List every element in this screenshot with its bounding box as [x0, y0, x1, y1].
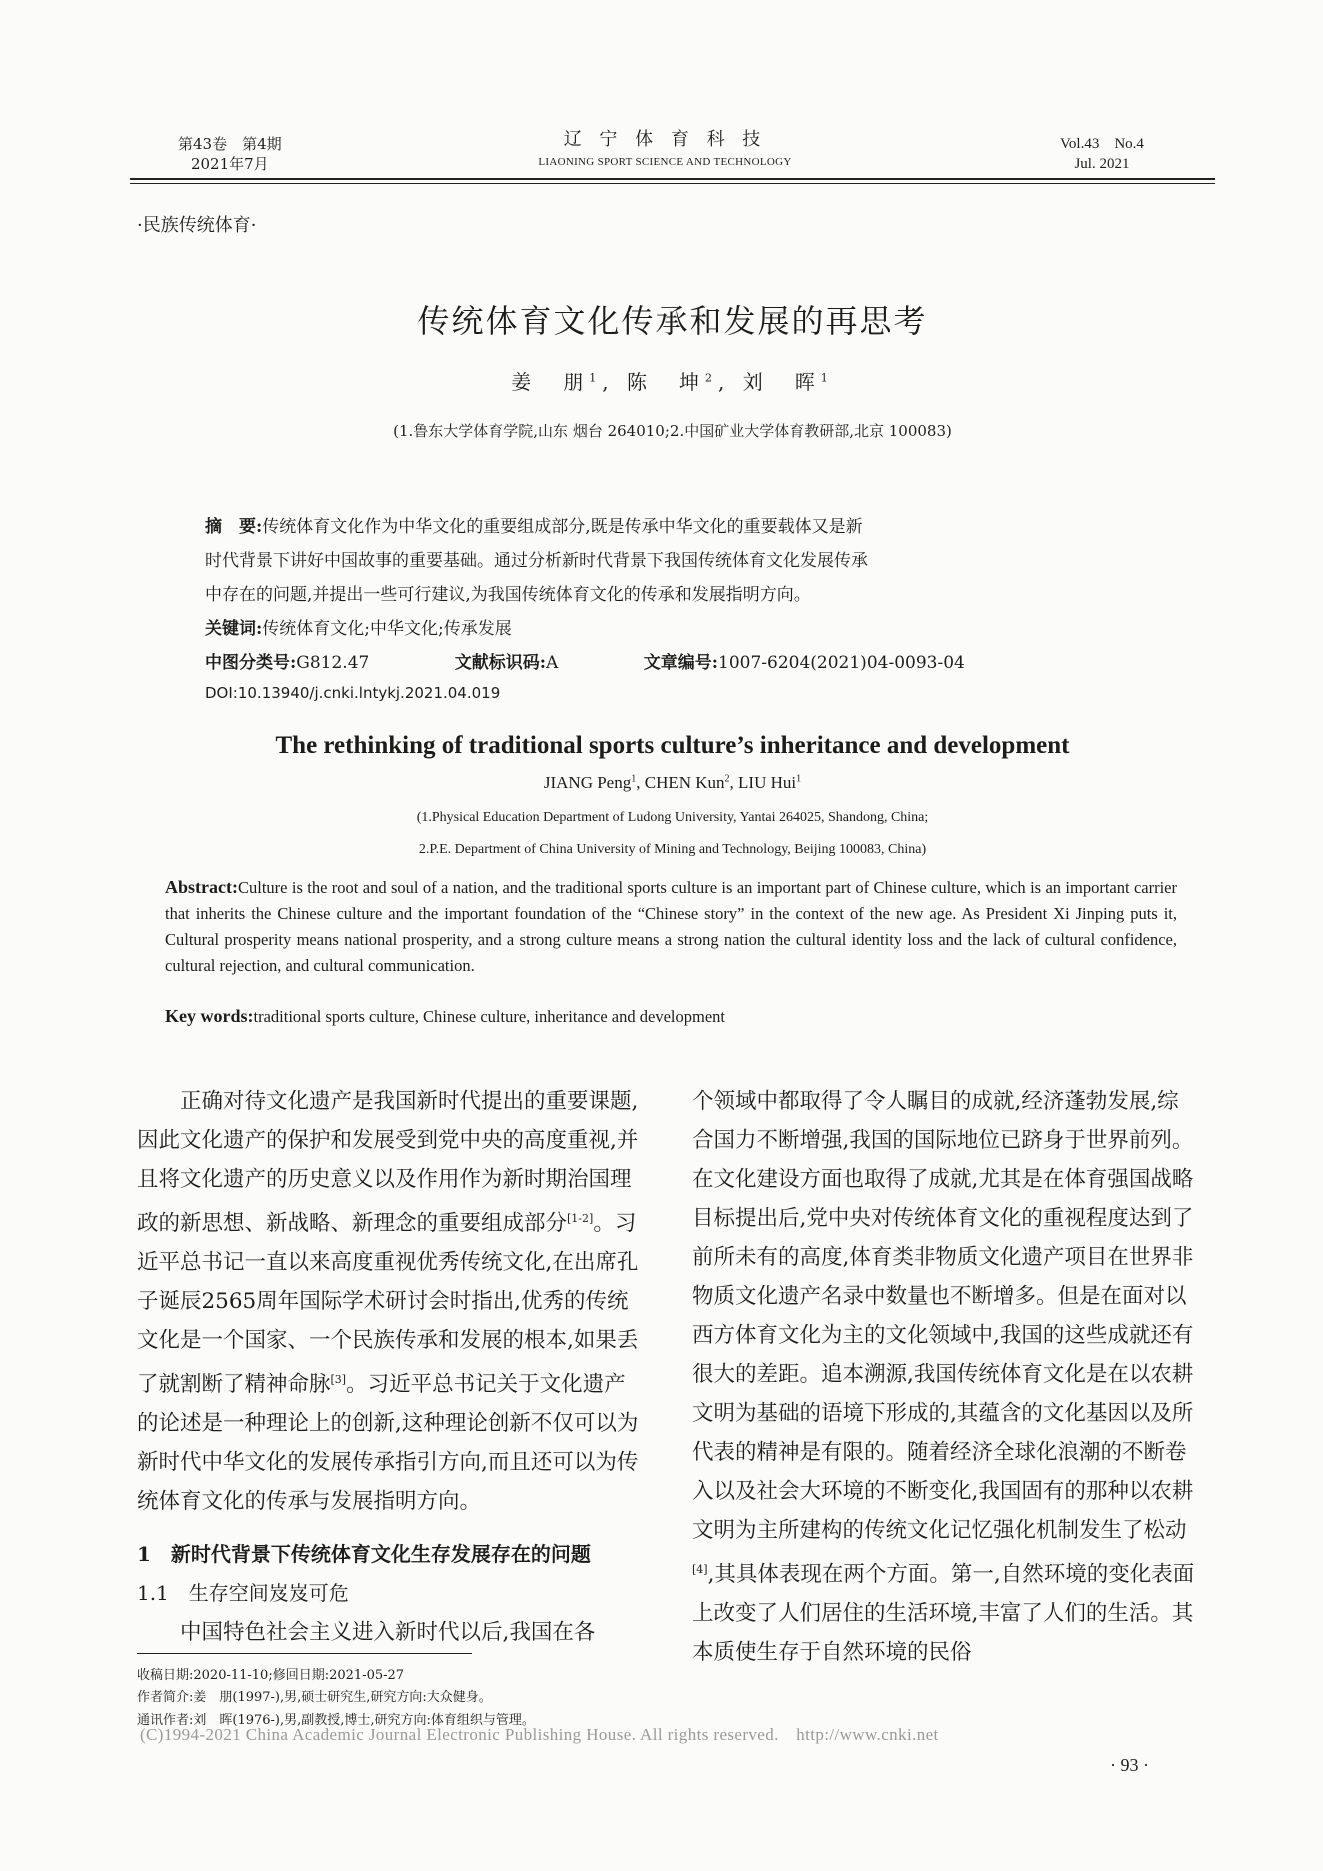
keywords-cn-label: 关键词: [205, 619, 263, 639]
date-cn: 2021年7月 [190, 155, 269, 173]
keywords-cn-text: 传统体育文化;中华文化;传承发展 [262, 619, 512, 639]
article-number-value: 1007-6204(2021)04-0093-04 [718, 653, 965, 673]
author-2-cn: 陈 坤 [627, 370, 705, 394]
abstract-en-label: Abstract: [165, 877, 238, 897]
header-rule-thin [130, 183, 1215, 184]
authors-cn: 姜 朋$^1$, 陈 坤$^2$, 刘 晖$^1$ [511, 370, 834, 394]
doc-code-label: 文献标识码: [454, 653, 547, 673]
article-number-label: 文章编号: [643, 653, 719, 673]
body-text: 。习近平总书记一直以来高度重视优秀传统文化,在出席孔子诞辰2565周年国际学术研讨会时指出,优秀的传统文化是一个国家、一个民族传承和发展的根本,如果丢了就割断了精神命脉 [137, 1211, 639, 1398]
journal-name-en: LIAONING SPORT SCIENCE AND TECHNOLOGY [538, 156, 792, 168]
header-volume-issue-cn [178, 134, 282, 174]
abstract-en-text: Culture is the root and soul of a nation, and the traditional sports culture is an important part of Chinese culture, which is an important carrier that inherits the Chinese culture and the important foundation of the “Chinese story” in the context of the new age. As President Xi Jinping puts it, Cultural prosperity means national prosperity, and a strong culture means a strong nation the cultural identity loss and the lack of cultural confidence, cultural rejection, and cultural communication. [165, 878, 1177, 975]
abstract-en [165, 874, 1177, 979]
volume-issue-en: Vol.43 No.4 [1060, 136, 1144, 152]
page-number: · 93 · [1110, 1755, 1149, 1775]
authors-en: JIANG Peng$^1$, CHEN Kun$^2$, LIU Hui$^1$ [543, 773, 802, 792]
date-en: Jul. 2021 [1074, 156, 1130, 172]
clc-label: 中图分类号: [205, 653, 297, 673]
abstract-cn [205, 510, 1145, 680]
affiliation-cn: (1.鲁东大学体育学院,山东 烟台 264010;2.中国矿业大学体育教研部,北京 100083) [393, 422, 952, 440]
body-paragraph-continued [692, 1082, 1197, 1672]
classification-row [205, 646, 1145, 680]
abstract-cn-line-2: 时代背景下讲好中国故事的重要基础。通过分析新时代背景下我国传统体育文化发展传承 [205, 551, 868, 571]
author-3-affil: 1 [820, 371, 834, 385]
section-heading-1: 1 新时代背景下传统体育文化生存发展存在的问题 [137, 1542, 591, 1567]
footnote-rule [137, 1653, 472, 1654]
body-text: 正确对待文化遗产是我国新时代提出的重要课题,因此文化遗产的保护和发展受到党中央的高度重视,并且将文化遗产的历史意义以及作用作为新时期治国理政的新思想、新战略、新理念的重要组成部分 [137, 1089, 639, 1237]
keywords-en-label: Key words: [165, 1006, 254, 1026]
abstract-cn-line-3: 中存在的问题,并提出一些可行建议,为我国传统体育文化的传承和发展指明方向。 [205, 585, 811, 605]
author-1-en: JIANG Peng [543, 773, 632, 792]
header-journal [500, 130, 830, 172]
affiliation-en-1: (1.Physical Education Department of Ludong University, Yantai 264025, Shandong, China; [416, 810, 929, 825]
volume-issue-cn: 第43卷 第4期 [178, 135, 282, 153]
body-column-left [137, 1082, 642, 1652]
copyright-watermark: (C)1994-2021 China Academic Journal Electronic Publishing House. All rights reserved. http://www.cnki.net [140, 1725, 939, 1744]
author-3-cn: 刘 晖 [742, 370, 821, 394]
citation: [1-2] [567, 1212, 594, 1225]
author-1-en-affil: 1 [631, 773, 637, 785]
body-paragraph-2: 中国特色社会主义进入新时代以后,我国在各 [180, 1620, 596, 1646]
body-paragraph-1 [137, 1082, 642, 1521]
citation: [3] [330, 1373, 347, 1387]
author-2-en-affil: 2 [724, 773, 730, 785]
footnote-received: 收稿日期:2020-11-10;修回日期:2021-05-27 [137, 1668, 405, 1683]
footnote-corresponding: 通讯作者:刘 晖(1976-),男,副教授,博士,研究方向:体育组织与管理。 [137, 1713, 535, 1728]
clc-value: G812.47 [296, 653, 370, 673]
keywords-en [165, 1006, 725, 1027]
header-rule-thick [130, 178, 1215, 180]
doc-code-value: A [546, 653, 559, 673]
keywords-en-text: traditional sports culture, Chinese culture, inheritance and development [253, 1007, 725, 1026]
author-3-en: LIU Hui [738, 773, 797, 792]
abstract-cn-line-1 [205, 510, 1145, 544]
author-2-en: CHEN Kun [644, 773, 725, 792]
abstract-cn-text-1: 传统体育文化作为中华文化的重要组成部分,既是传承中华文化的重要载体又是新 [262, 517, 863, 537]
keywords-cn [205, 612, 1145, 646]
doi: DOI:10.13940/j.cnki.lntykj.2021.04.019 [205, 684, 501, 702]
subsection-heading-1-1: 1.1 生存空间岌岌可危 [137, 1581, 349, 1606]
section-label: ·民族传统体育· [137, 215, 257, 236]
author-2-affil: 2 [705, 371, 718, 385]
title-en: The rethinking of traditional sports culture’s inheritance and development [275, 732, 1070, 759]
body-text: ,其具体表现在两个方面。第一,自然环境的变化表面上改变了人们居住的生活环境,丰富了人们的生活。其本质使生存于自然环境的民俗 [692, 1562, 1195, 1666]
title-cn: 传统体育文化传承和发展的再思考 [417, 302, 928, 340]
author-3-en-affil: 1 [796, 773, 802, 785]
abstract-cn-label: 摘 要: [205, 517, 263, 537]
citation: [4] [692, 1563, 708, 1576]
journal-name-cn: 辽 宁 体 育 科 技 [563, 129, 767, 150]
header-volume-issue-en [1060, 134, 1144, 174]
author-1-cn: 姜 朋 [511, 370, 590, 394]
affiliation-en-2: 2.P.E. Department of China University of Mining and Technology, Beijing 100083, China) [418, 842, 927, 857]
body-text: 个领域中都取得了令人瞩目的成就,经济蓬勃发展,综合国力不断增强,我国的国际地位已跻身于世界前列。在文化建设方面也取得了成就,尤其是在体育强国战略目标提出后,党中央对传统体育文化的重视程度达到了前所未有的高度,体育类非物质文化遗产项目在世界非物质文化遗产名录中数量也不断增多。但是在面对以西方体育文化为主的文化领域中,我国的这些成就还有很大的差距。追本溯源,我国传统体育文化是在以农耕文明为基础的语境下形成的,其蕴含的文化基因以及所代表的精神是有限的。随着经济全球化浪潮的不断卷入以及社会大环境的不断变化,我国固有的那种以农耕文明为主所建构的传统文化记忆强化机制发生了松动 [692, 1089, 1194, 1543]
author-1-affil: 1 [589, 371, 603, 385]
body-text: 。习近平总书记关于文化遗产的论述是一种理论上的创新,这种理论创新不仅可以为新时代中华文化的发展传承指引方向,而且还可以为传统体育文化的传承与发展指明方向。 [137, 1372, 639, 1515]
footnote-author-bio: 作者简介:姜 朋(1997-),男,硕士研究生,研究方向:大众健身。 [137, 1690, 492, 1705]
body-column-right [692, 1082, 1197, 1672]
